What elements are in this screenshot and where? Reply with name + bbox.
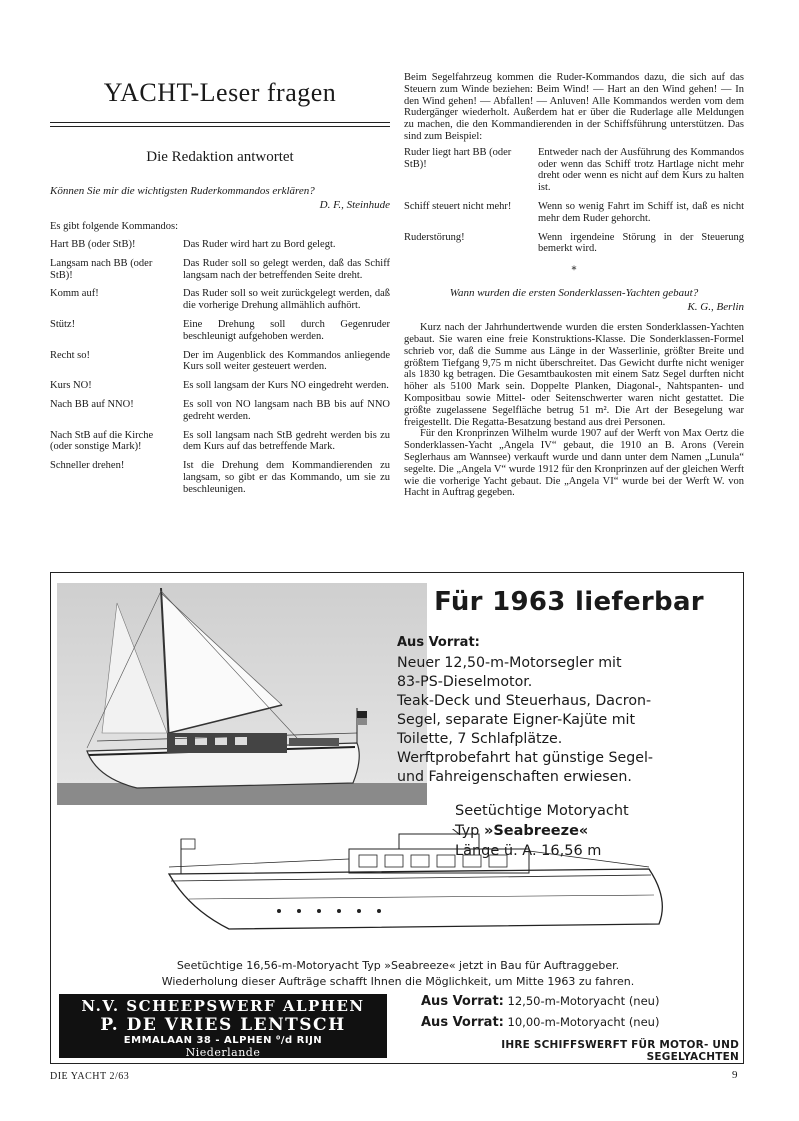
command-row-description: Ist die Drehung dem Kommandierenden zu langsam, so gibt er das Kommando, um sie zu beschleunigen. — [183, 460, 390, 495]
ad-stock-list — [421, 991, 741, 1033]
command-row-command: Hart BB (oder StB)! — [50, 239, 136, 250]
report-row-description: Wenn so wenig Fahrt im Schiff ist, daß es nicht mehr dem Ruder gehorcht. — [538, 200, 744, 224]
ad-stock-item-text: 10,00-m-Motoryacht (neu) — [503, 1015, 660, 1029]
command-row — [50, 399, 390, 423]
report-row — [404, 147, 744, 194]
question-1 — [50, 184, 390, 212]
report-row — [404, 232, 744, 256]
sailing-commands-paragraph: Beim Segelfahrzeug kommen die Ruder-Kommandos dazu, die sich auf das Steuern zum Winde beziehen: Beim Wind! — Hart an den Wind gehen! — In den Wind gehen! — Abfallen! — Anluven! Alle Kommandos werden vom dem Rudergänger wiederholt. Außerdem hat er über die Ruderlage alle Meldungen zu machen, die den Kommandierenden in der Schiffsführung unterstützen. Das sind zum Beispiel: — [404, 72, 744, 142]
ad-stock-item — [421, 1012, 741, 1033]
command-row — [50, 319, 390, 343]
command-row-description: Es soll langsam der Kurs NO eingedreht werden. — [183, 380, 389, 392]
command-row-command: Stütz! — [50, 318, 76, 330]
sailboat-illustration — [57, 583, 427, 805]
report-row-command: Ruderstörung! — [404, 231, 465, 243]
question-2-signature: K. G., Berlin — [687, 301, 744, 314]
report-row-command: Schiff steuert nicht mehr! — [404, 200, 512, 212]
command-row — [50, 288, 390, 312]
ad-type-line3: Länge ü. A. 16,56 m — [455, 843, 602, 859]
question-1-text: Können Sie mir die wichtigsten Ruderkommandos erklären? — [50, 185, 315, 197]
reports-table — [404, 147, 744, 255]
ad-desc-line: Neuer 12,50-m-Motorsegler mit — [397, 655, 622, 671]
ad-type-line1: Seetüchtige Motoryacht — [455, 803, 629, 819]
report-row-command: Ruder liegt hart BB (oder StB)! — [404, 146, 512, 170]
command-row-command: Nach StB auf die Kirche (oder sonstige Mark)! — [50, 429, 154, 453]
commands-intro: Es gibt folgende Kommandos: — [50, 221, 179, 232]
article-title: YACHT-Leser fragen — [103, 78, 337, 107]
command-row-command: Nach BB auf NNO! — [50, 398, 134, 410]
ad-motorsailer-description — [397, 633, 741, 787]
title-rule-thin — [50, 126, 390, 127]
command-row-description: Das Ruder wird hart zu Bord gelegt. — [183, 239, 336, 250]
ad-caption-line1: Seetüchtige 16,56-m-Motoryacht Typ »Seabreeze« jetzt in Bau für Auftraggeber. — [176, 959, 620, 972]
ad-desc-line: 83-PS-Dieselmotor. — [397, 674, 533, 690]
command-row-command: Recht so! — [50, 349, 90, 361]
commands-table — [50, 239, 390, 496]
sailboat-photo — [57, 583, 427, 805]
motoryacht-drawing — [129, 829, 709, 949]
command-row-description: Es soll von NO langsam nach BB bis auf NNO gedreht werden. — [183, 398, 390, 422]
ad-desc-line: Segel, separate Eigner-Kajüte mit — [397, 712, 636, 728]
ad-stock-item — [421, 991, 741, 1012]
ad-desc-line: Werftprobefahrt hat günstige Segel- — [397, 750, 654, 766]
ad-caption — [61, 958, 735, 990]
magazine-issue: DIE YACHT 2/63 — [50, 1071, 130, 1082]
command-row-command: Langsam nach BB (oder StB)! — [50, 257, 153, 281]
left-column — [50, 72, 390, 503]
answer-paragraph-1: Kurz nach der Jahrhundertwende wurden die ersten Sonderklassen-Yachten gebaut. Sie waren eine freie Konstruktions-Klasse. Die Sonderklassen-Formel schrieb vor, daß die Summe aus Länge in der Wasserlinie, größter Breite und größtem Tiefgang 9,75 m nicht überschreitet. Das Gewicht durfte nicht weniger als 1830 kg betragen. Die Gesamtbaukosten mit einem Satz Segel durften nicht höher als 5100 Mark sein. Doppelte Planken, Diagonal-, Nahtspanten- und Kompositbau sowie Mittel- oder Seitenschwerter waren nicht gestattet. Die größte zugelassene Segelfläche betrug 51 m². Die Art der Besegelung war freigestellt. Die Regatta-Besatzung bestand aus drei Personen. — [404, 322, 744, 428]
right-column — [404, 72, 744, 499]
ad-footer-tagline: IHRE SCHIFFSWERFT FÜR MOTOR- UND SEGELYACHTEN — [501, 1039, 739, 1063]
page-number: 9 — [732, 1069, 738, 1081]
command-row-description: Eine Drehung soll durch Gegenruder beschleunigt aufgehoben werden. — [183, 318, 390, 342]
article-subtitle: Die Redaktion antwortet — [146, 149, 294, 165]
ad-stock-item-label: Aus Vorrat: — [421, 994, 504, 1009]
command-row — [50, 380, 390, 392]
logo-line3: EMMALAAN 38 - ALPHEN ⁰/d RIJN — [123, 1035, 323, 1046]
command-row — [50, 258, 390, 282]
ad-caption-line2: Wiederholung dieser Aufträge schafft Ihnen die Möglichkeit, um Mitte 1963 zu fahren. — [161, 975, 635, 988]
ad-stock-label: Aus Vorrat: — [397, 635, 480, 650]
report-row-description: Entweder nach der Ausführung des Kommandos oder wenn das Schiff trotz Hartlage nicht mehr dreht oder wenn es nicht auf dem Kurs zu halten ist. — [538, 146, 744, 194]
command-row-description: Das Ruder soll so gelegt werden, daß das Schiff langsam nach der betreffenden Seite dreht. — [183, 257, 390, 281]
command-row — [50, 460, 390, 495]
command-row-command: Kurs NO! — [50, 380, 92, 392]
command-row-command: Komm auf! — [50, 288, 99, 300]
command-row — [50, 350, 390, 374]
section-separator: * — [571, 265, 577, 277]
shipyard-logo — [59, 994, 387, 1058]
title-rule — [50, 122, 390, 123]
command-row-description: Es soll langsam nach StB gedreht werden bis zu dem Kurs auf das betreffende Mark. — [183, 429, 390, 453]
question-2 — [404, 286, 744, 314]
ad-type-prefix: Typ — [455, 823, 484, 839]
shipyard-advertisement — [50, 572, 744, 1064]
ad-desc-line: Toilette, 7 Schlafplätze. — [397, 731, 563, 747]
command-row-command: Schneller drehen! — [50, 460, 125, 472]
command-row — [50, 239, 390, 251]
report-row — [404, 201, 744, 225]
ad-desc-line: und Fahreigenschaften erwiesen. — [397, 769, 632, 785]
ad-stock-item-label: Aus Vorrat: — [421, 1015, 504, 1030]
command-row — [50, 430, 390, 454]
command-row-description: Der im Augenblick des Kommandos anliegende Kurs soll weiter gesteuert werden. — [183, 349, 390, 373]
logo-line2: P. DE VRIES LENTSCH — [100, 1015, 346, 1035]
logo-line4: Niederlande — [185, 1046, 261, 1059]
ad-stock-item-text: 12,50-m-Motoryacht (neu) — [503, 994, 660, 1008]
question-2-text: Wann wurden die ersten Sonderklassen-Yachten gebaut? — [449, 287, 699, 300]
report-row-description: Wenn irgendeine Störung in der Steuerung bemerkt wird. — [538, 231, 744, 255]
command-row-description: Das Ruder soll so weit zurückgelegt werden, daß die vorherige Drehung allmählich aufhört. — [183, 288, 390, 312]
ad-desc-line: Teak-Deck und Steuerhaus, Dacron- — [397, 693, 652, 709]
logo-line1: N.V. SCHEEPSWERF ALPHEN — [81, 997, 365, 1015]
ad-headline: Für 1963 lieferbar — [434, 587, 704, 617]
question-1-signature: D. F., Steinhude — [319, 199, 390, 211]
answer-paragraph-2: Für den Kronprinzen Wilhelm wurde 1907 auf der Werft von Max Oertz die Sonderklassen-Yacht „Angela IV“ gebaut, die 1910 an B. Arons (Verein Seglerhaus am Wannsee) verkauft wurde und dann unter dem Namen „Lunula“ segelte. Die „Angela V“ wurde 1912 für den Kronprinzen auf der gleichen Werft wie die vorherige Yacht gebaut. Die „Angela VI“ wurde bei der Werft W. von Hacht in Auftrag gegeben. — [404, 428, 744, 499]
ad-type-name: »Seabreeze« — [484, 823, 589, 839]
